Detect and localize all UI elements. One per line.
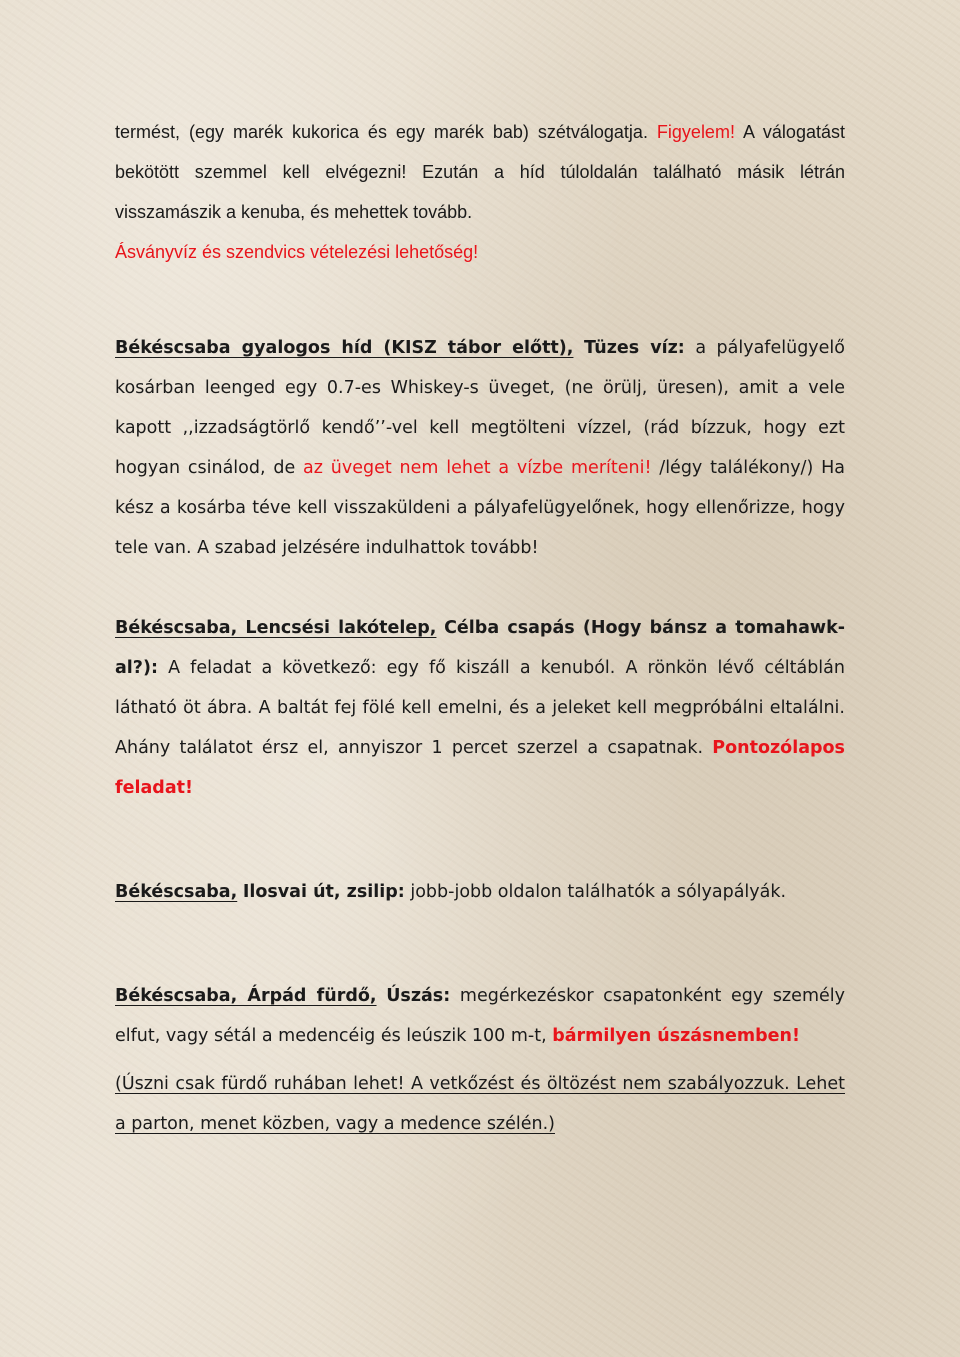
paragraph-lock (115, 872, 845, 912)
paragraph-tomahawk (115, 608, 845, 808)
tomahawk-text-2: Ahány találatot érsz el, annyiszor 1 percet szerzel a csapatnak. (115, 738, 704, 758)
scoring-note: Pontozólapos feladat! (115, 738, 845, 798)
fire-water-warning: az üveget nem lehet a vízbe meríteni! (303, 458, 652, 478)
location-bekescsaba: Békéscsaba, (115, 882, 238, 902)
sorting-instructions: A válogatást bekötött szemmel kell elvégezni! Ezután a híd túloldalán található másik létrán visszamászik a kenuba, és mehettek tovább. (115, 122, 845, 222)
paragraph-swimming (115, 976, 845, 1056)
paragraph-fire-water (115, 328, 845, 568)
attention-note: Figyelem! (656, 122, 735, 142)
swimming-style-note: bármilyen úszásnemben! (552, 1026, 800, 1046)
location-lencsesi: Békéscsaba, Lencsési lakótelep, (115, 618, 437, 638)
sorting-text: termést, (egy marék kukorica és egy marék bab) szétválogatja. (115, 122, 648, 142)
location-arpad-bath: Békéscsaba, Árpád fürdő, (115, 986, 377, 1006)
task-title-swimming: Úszás: (386, 986, 451, 1006)
fire-water-text-3: A szabad jelzésére indulhattok tovább! (197, 538, 539, 558)
lock-text: jobb-jobb oldalon találhatók a sólyapályák. (410, 882, 787, 902)
swimming-text: megérkezéskor csapatonként egy személy elfut, vagy sétál a medencéig és leúszik 100 m-t, (115, 986, 845, 1046)
fire-water-text-2: /légy találékony/) Ha kész a kosárba téve kell visszaküldeni a pályafelügyelőnek, hogy ellenőrizze, hogy tele van. (115, 458, 845, 558)
location-bridge: Békéscsaba gyalogos híd (KISZ tábor előtt), (115, 338, 574, 358)
swimming-rules-note: (Úszni csak fürdő ruhában lehet! A vetkőzést és öltözést nem szabályozzuk. Lehet a parton, menet közben, vagy a medence szélén.) (115, 1074, 845, 1134)
task-title-lock: Ilosvai út, zsilip: (242, 882, 405, 902)
tomahawk-text: A feladat a következő: egy fő kiszáll a kenuból. A rönkön lévő céltáblán látható öt ábra. A baltát fej fölé kell emelni, és a jeleket kell megpróbálni eltalálni. (115, 658, 845, 718)
task-title-tomahawk: Célba csapás (Hogy bánsz a tomahawk-al?): (115, 618, 845, 678)
refreshment-notice: Ásványvíz és szendvics vételezési lehetőség! (115, 242, 479, 262)
task-title-fire-water: Tüzes víz: (583, 338, 685, 358)
fire-water-text: a pályafelügyelő kosárban leenged egy 0.7-es Whiskey-s üveget, (ne örülj, üresen), amit a vele kapott ,,izzadságtörlő kendő’’-vel kell megtölteni vízzel, (rád bízzuk, hogy ezt hogyan csinálod, de (115, 338, 845, 478)
document-page (115, 112, 845, 1144)
paragraph-sorting (115, 112, 845, 232)
